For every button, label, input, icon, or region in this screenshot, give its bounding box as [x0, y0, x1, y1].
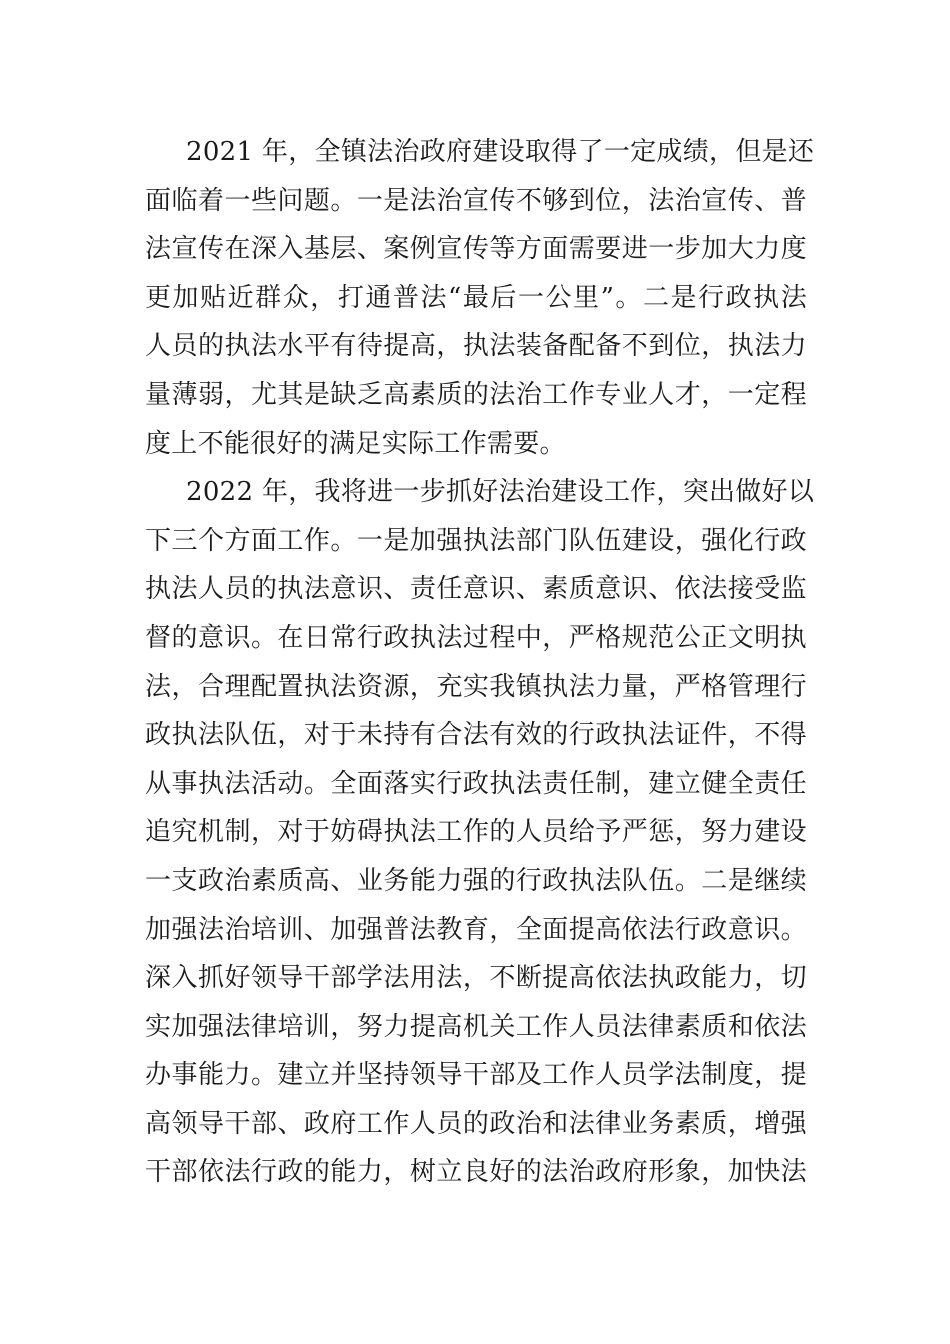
paragraph-line: 干部依法行政的能力，树立良好的法治政府形象，加快法 — [145, 1157, 807, 1188]
paragraph-line: 加强法治培训、加强普法教育，全面提高依法行政意识。 — [145, 914, 807, 945]
paragraph-line: 下三个方面工作。一是加强执法部门队伍建设，强化行政 — [145, 525, 807, 556]
paragraph-line: 从事执法活动。全面落实行政执法责任制，建立健全责任 — [145, 768, 807, 799]
paragraph-line: 更加贴近群众，打通普法“最后一公里”。二是行政执法 — [145, 282, 807, 313]
paragraph-line: 人员的执法水平有待提高，执法装备配备不到位，执法力 — [145, 331, 807, 362]
paragraph-line: 深入抓好领导干部学法用法，不断提高依法执政能力，切 — [145, 963, 807, 994]
paragraph-line: 实加强法律培训，努力提高机关工作人员法律素质和依法 — [145, 1011, 807, 1042]
paragraph-line: 2022 年，我将进一步抓好法治建设工作，突出做好以 — [186, 477, 815, 508]
paragraph-line: 面临着一些问题。一是法治宣传不够到位，法治宣传、普 — [145, 185, 807, 216]
paragraph-line: 量薄弱，尤其是缺乏高素质的法治工作专业人才，一定程 — [145, 379, 807, 410]
paragraph-line: 一支政治素质高、业务能力强的行政执法队伍。二是继续 — [145, 865, 807, 896]
paragraph-line: 法宣传在深入基层、案例宣传等方面需要进一步加大力度 — [145, 234, 807, 265]
paragraph-line: 追究机制，对于妨碍执法工作的人员给予严惩，努力建设 — [145, 817, 807, 848]
paragraph-line: 督的意识。在日常行政执法过程中，严格规范公正文明执 — [145, 622, 807, 653]
paragraph-2 — [145, 468, 815, 1197]
paragraph-line: 2021 年，全镇法治政府建设取得了一定成绩，但是还 — [186, 137, 815, 167]
paragraph-1 — [145, 128, 815, 468]
paragraph-line: 政执法队伍，对于未持有合法有效的行政执法证件，不得 — [145, 720, 807, 751]
paragraph-line: 度上不能很好的满足实际工作需要。 — [145, 428, 566, 459]
paragraph-line: 办事能力。建立并坚持领导干部及工作人员学法制度，提 — [145, 1060, 807, 1091]
paragraph-line: 高领导干部、政府工作人员的政治和法律业务素质，增强 — [145, 1108, 807, 1139]
document-body — [145, 128, 815, 1197]
paragraph-line: 法，合理配置执法资源，充实我镇执法力量，严格管理行 — [145, 671, 807, 702]
paragraph-line: 执法人员的执法意识、责任意识、素质意识、依法接受监 — [145, 574, 807, 605]
